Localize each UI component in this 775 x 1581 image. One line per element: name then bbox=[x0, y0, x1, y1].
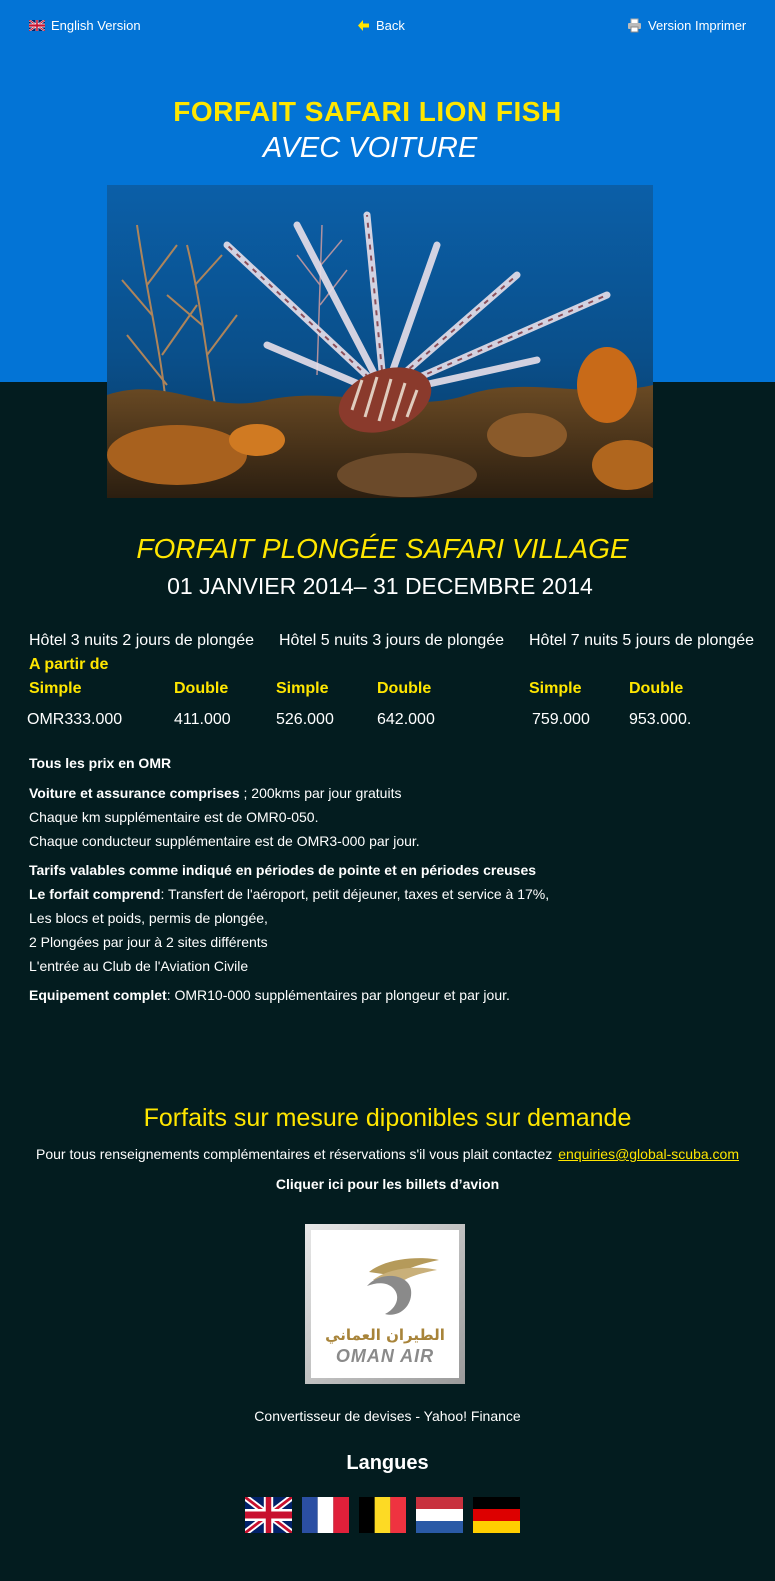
includes-line bbox=[29, 886, 549, 902]
contact-line bbox=[0, 1146, 775, 1162]
print-label: Version Imprimer bbox=[648, 18, 747, 33]
page-subtitle: AVEC VOITURE bbox=[262, 132, 478, 164]
price-value: 526.000 bbox=[276, 711, 334, 728]
includes-text: : Transfert de l'aéroport, petit déjeuner, taxes et service à 17%, bbox=[160, 886, 550, 902]
car-insurance-bold: Voiture et assurance comprises bbox=[29, 785, 240, 801]
oman-air-logo[interactable] bbox=[305, 1224, 465, 1384]
all-prices-note: Tous les prix en OMR bbox=[29, 755, 172, 771]
offer-dates: 01 JANVIER 2014– 31 DECEMBRE 2014 bbox=[167, 573, 593, 599]
back-link[interactable] bbox=[357, 18, 405, 33]
custom-packages-heading: Forfaits sur mesure diponibles sur demande bbox=[143, 1104, 632, 1132]
back-arrow-icon bbox=[357, 19, 370, 32]
price-value: 411.000 bbox=[174, 711, 231, 728]
package-7-nights: Hôtel 7 nuits 5 jours de plongée bbox=[529, 632, 755, 649]
dives-line: 2 Plongées par jour à 2 sites différents bbox=[29, 934, 268, 950]
price-value: 642.000 bbox=[377, 711, 435, 728]
equipment-line bbox=[29, 987, 510, 1003]
includes-bold: Le forfait comprend bbox=[29, 886, 161, 902]
france-flag-icon[interactable] bbox=[302, 1497, 349, 1533]
netherlands-flag-icon[interactable] bbox=[416, 1497, 463, 1533]
languages-heading: Langues bbox=[346, 1452, 429, 1474]
contact-text: Pour tous renseignements complémentaires et réservations s'il vous plait contactez bbox=[35, 1146, 553, 1162]
price-value: OMR333.000 bbox=[27, 711, 123, 728]
offer-title: FORFAIT PLONGÉE SAFARI VILLAGE bbox=[136, 533, 629, 564]
lionfish-photo bbox=[107, 185, 653, 498]
car-insurance-text: ; 200kms par jour gratuits bbox=[239, 785, 402, 801]
rates-valid-line: Tarifs valables comme indiqué en périodes de pointe et en périodes creuses bbox=[29, 862, 537, 878]
back-label: Back bbox=[376, 18, 405, 33]
equipment-text: : OMR10-000 supplémentaires par plongeur et par jour. bbox=[166, 987, 510, 1003]
double-label: Double bbox=[629, 680, 684, 697]
uk-flag-icon[interactable] bbox=[245, 1497, 292, 1533]
simple-label: Simple bbox=[529, 680, 582, 697]
equipment-bold: Equipement complet bbox=[29, 987, 167, 1003]
km-extra-line: Chaque km supplémentaire est de OMR0-050. bbox=[29, 809, 319, 825]
double-label: Double bbox=[174, 680, 229, 697]
package-5-nights: Hôtel 5 nuits 3 jours de plongée bbox=[279, 632, 505, 649]
simple-label: Simple bbox=[29, 680, 82, 697]
package-3-nights: Hôtel 3 nuits 2 jours de plongée bbox=[29, 632, 255, 649]
english-version-label: English Version bbox=[51, 18, 141, 33]
oman-air-name: OMAN AIR bbox=[335, 1346, 435, 1366]
club-line: L'entrée au Club de l'Aviation Civile bbox=[29, 958, 249, 974]
plane-tickets-link[interactable]: Cliquer ici pour les billets d’avion bbox=[275, 1176, 500, 1192]
tanks-line: Les blocs et poids, permis de plongée, bbox=[29, 910, 268, 926]
car-insurance-line bbox=[29, 785, 401, 801]
email-link[interactable]: enquiries@global-scuba.com bbox=[558, 1146, 739, 1162]
english-version-link[interactable] bbox=[29, 18, 141, 33]
printer-icon bbox=[627, 18, 642, 33]
price-value: 953.000. bbox=[629, 711, 692, 728]
currency-converter-link[interactable]: Convertisseur de devises - Yahoo! Finance bbox=[254, 1408, 521, 1424]
simple-label: Simple bbox=[276, 680, 329, 697]
belgium-flag-icon[interactable] bbox=[359, 1497, 406, 1533]
page-title: FORFAIT SAFARI LION FISH bbox=[173, 96, 562, 127]
driver-extra-line: Chaque conducteur supplémentaire est de OMR3-000 par jour. bbox=[29, 833, 420, 849]
print-link[interactable] bbox=[627, 18, 746, 33]
from-label: A partir de bbox=[29, 656, 109, 673]
double-label: Double bbox=[377, 680, 432, 697]
price-value: 759.000 bbox=[532, 711, 590, 728]
oman-air-arabic: الطيران العماني bbox=[325, 1326, 445, 1344]
uk-flag-icon bbox=[29, 20, 45, 31]
germany-flag-icon[interactable] bbox=[473, 1497, 520, 1533]
